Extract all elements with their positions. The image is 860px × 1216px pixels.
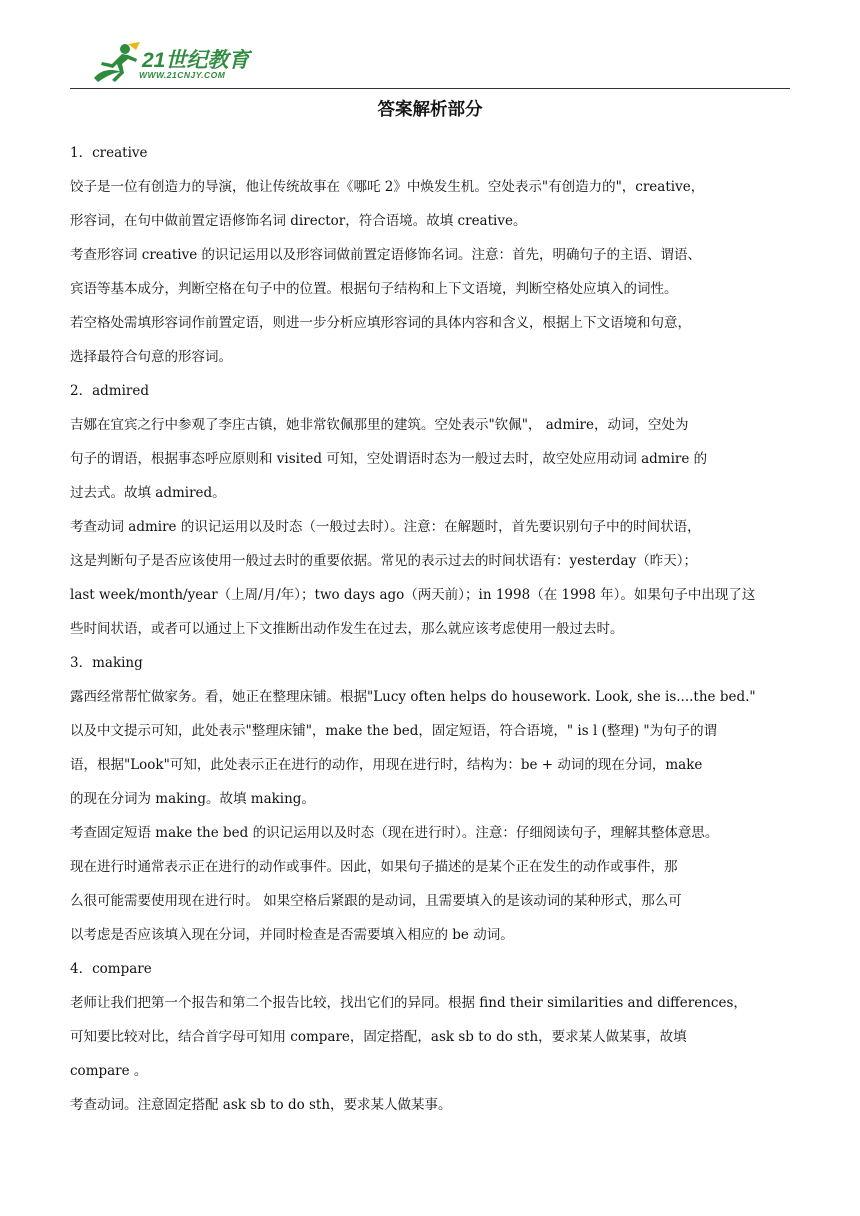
text-line: 以考虑是否应该填入现在分词，并同时检查是否需要填入相应的 be 动词。 (70, 927, 514, 943)
question-number: 2．admired (70, 383, 149, 399)
text-line: 过去式。故填 admired。 (70, 485, 226, 501)
question-number: 4．compare (70, 961, 152, 977)
page-title: 答案解析部分 (377, 100, 483, 120)
text-line: 这是判断句子是否应该使用一般过去时的重要依据。常见的表示过去的时间状语有：yesterday（昨天）； (70, 553, 697, 569)
text-line: 形容词，在句中做前置定语修饰名词 director，符合语境。故填 creative。 (70, 213, 527, 229)
text-line: 句子的谓语，根据事态呼应原则和 visited 可知，空处谓语时态为一般过去时，故空处应用动词 admire 的 (70, 451, 708, 467)
text-line: 考查固定短语 make the bed 的识记运用以及时态（现在进行时）。注意：仔细阅读句子，理解其整体意思。 (70, 825, 719, 841)
text-line: 考查形容词 creative 的识记运用以及形容词做前置定语修饰名词。注意：首先，明确句子的主语、谓语、 (70, 247, 701, 263)
text-line: 老师让我们把第一个报告和第二个报告比较，找出它们的异同。根据 find their similarities and differences， (70, 995, 747, 1011)
text-line: 露西经常帮忙做家务。看，她正在整理床铺。根据"Lucy often helps do housework. Look, she is....the bed." (70, 689, 756, 705)
answer-content (70, 136, 792, 1122)
runner-logo-icon (92, 42, 142, 84)
text-line: 些时间状语，或者可以通过上下文推断出动作发生在过去，那么就应该考虑使用一般过去时。 (70, 621, 624, 637)
text-line: 可知要比较对比，结合首字母可知用 compare，固定搭配，ask sb to do sth，要求某人做某事，故填 (70, 1029, 687, 1045)
question-number: 1．creative (70, 145, 148, 161)
logo-text: 21世纪教育 (142, 49, 250, 72)
text-line: compare 。 (70, 1063, 148, 1079)
question-number: 3．making (70, 655, 143, 671)
text-line: 考查动词 admire 的识记运用以及时态（一般过去时）。注意：在解题时，首先要识别句子中的时间状语， (70, 519, 701, 535)
text-line: 吉娜在宜宾之行中参观了李庄古镇，她非常钦佩那里的建筑。空处表示"钦佩"， admire，动词，空处为 (70, 417, 689, 433)
text-line: last week/month/year（上周/月/年）；two days ago（两天前）；in 1998（在 1998 年）。如果句子中出现了这 (70, 587, 756, 603)
text-line: 宾语等基本成分，判断空格在句子中的位置。根据句子结构和上下文语境，判断空格处应填入的词性。 (70, 281, 678, 297)
text-line: 现在进行时通常表示正在进行的动作或事件。因此，如果句子描述的是某个正在发生的动作或事件，那 (70, 859, 678, 875)
text-line: 的现在分词为 making。故填 making。 (70, 791, 315, 807)
text-line: 若空格处需填形容词作前置定语，则进一步分析应填形容词的具体内容和含义，根据上下文语境和句意， (70, 315, 691, 331)
page-header (70, 38, 790, 89)
text-line: 选择最符合句意的形容词。 (70, 349, 232, 365)
logo-url: WWW.21CNJY.COM (139, 70, 226, 80)
logo (92, 42, 262, 86)
text-line: 语，根据"Look"可知，此处表示正在进行的动作，用现在进行时，结构为：be + 动词的现在分词，make (70, 757, 703, 773)
text-line: 么很可能需要使用现在进行时。 如果空格后紧跟的是动词，且需要填入的是该动词的某种形式，那么可 (70, 893, 682, 909)
text-line: 考查动词。注意固定搭配 ask sb to do sth，要求某人做某事。 (70, 1097, 452, 1113)
text-line: 饺子是一位有创造力的导演，他让传统故事在《哪吒 2》中焕发生机。空处表示"有创造力的"，creative， (70, 179, 705, 195)
text-line: 以及中文提示可知，此处表示"整理床铺"，make the bed，固定短语，符合语境，" is l (整理) "为句子的谓 (70, 723, 718, 739)
